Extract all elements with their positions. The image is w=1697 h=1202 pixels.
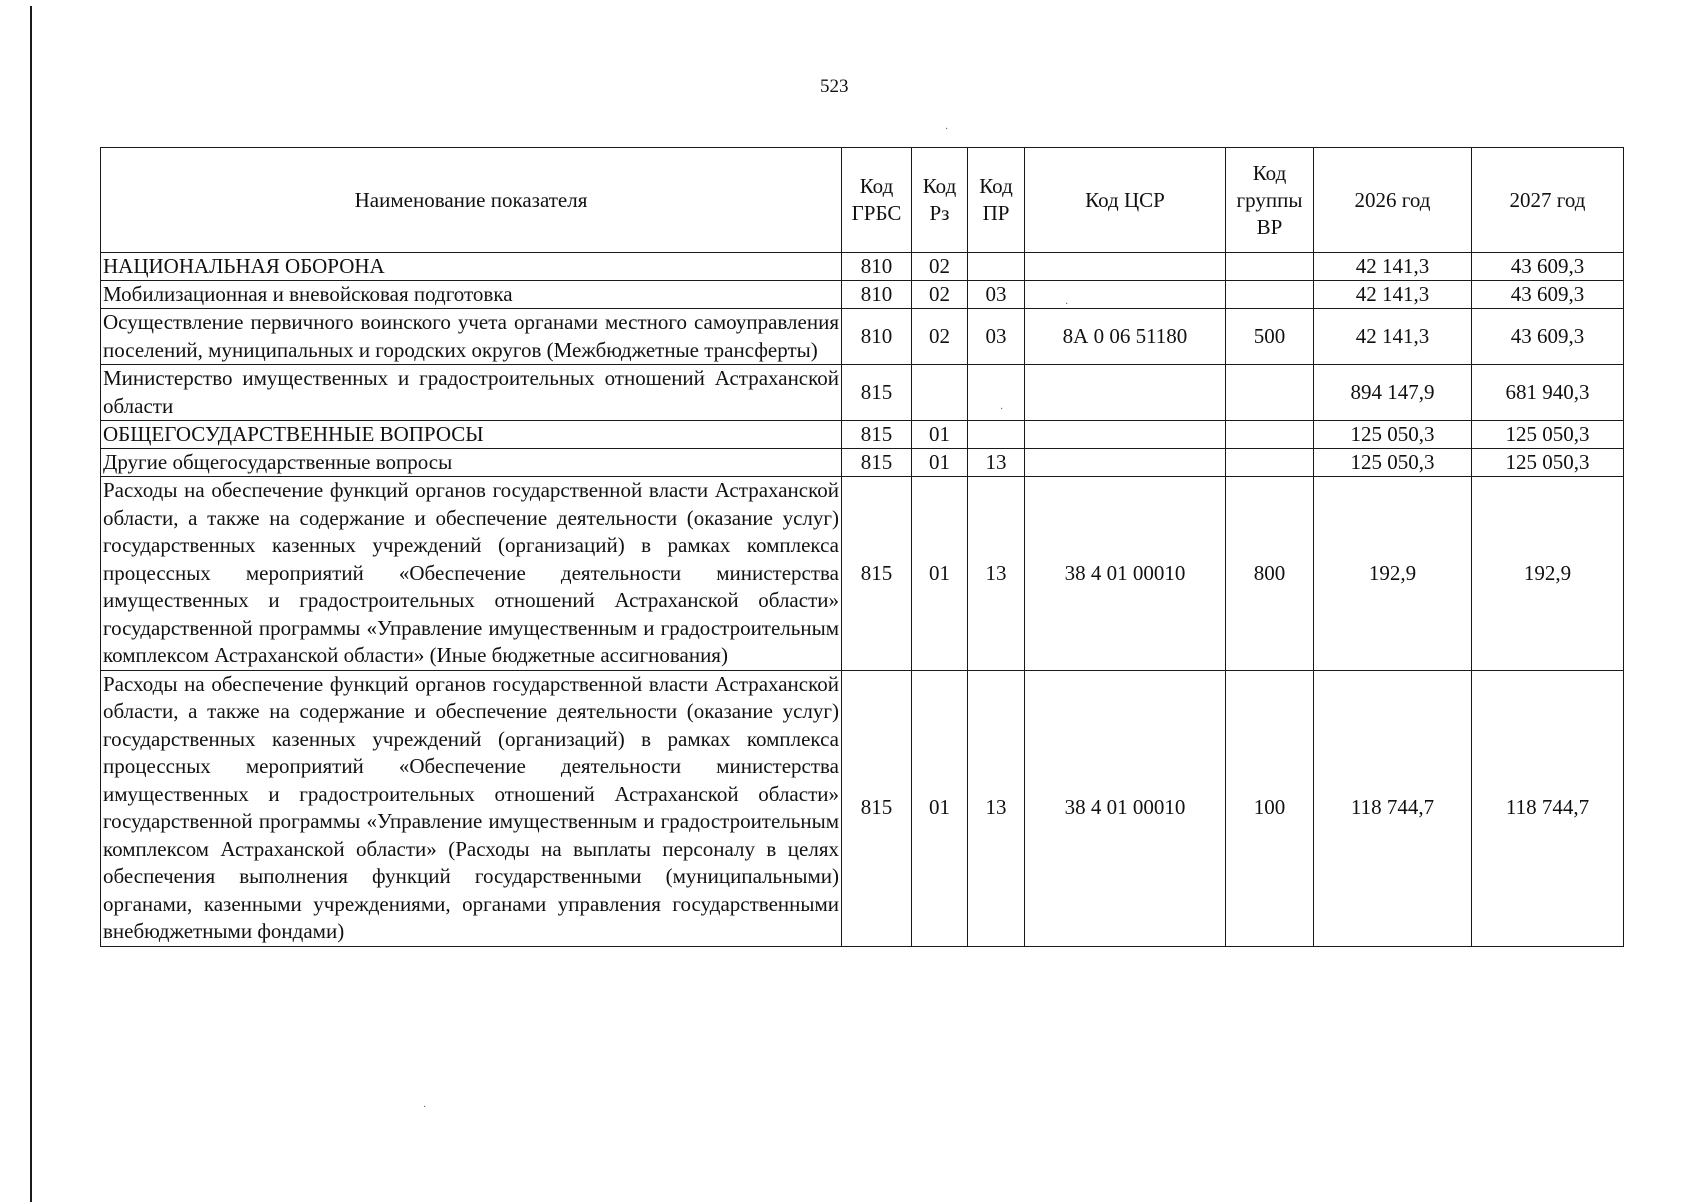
row-csr: 8А 0 06 51180	[1025, 309, 1226, 365]
row-pr: 03	[968, 281, 1025, 309]
row-pr	[968, 253, 1025, 281]
row-grbs: 815	[842, 449, 912, 477]
row-rz: 02	[912, 309, 968, 365]
row-2027: 125 050,3	[1472, 421, 1624, 449]
row-csr	[1025, 421, 1226, 449]
row-vr	[1226, 449, 1314, 477]
table-row	[101, 477, 1624, 671]
row-vr: 500	[1226, 309, 1314, 365]
header-vr: Код группы ВР	[1226, 148, 1314, 253]
row-grbs: 810	[842, 253, 912, 281]
row-2026: 42 141,3	[1314, 309, 1472, 365]
page-number: 523	[820, 76, 849, 97]
row-rz: 02	[912, 253, 968, 281]
header-grbs: Код ГРБС	[842, 148, 912, 253]
table-row	[101, 281, 1624, 309]
row-vr: 800	[1226, 477, 1314, 671]
row-csr: 38 4 01 00010	[1025, 670, 1226, 946]
header-2026: 2026 год	[1314, 148, 1472, 253]
row-2027: 681 940,3	[1472, 365, 1624, 421]
row-pr: 03	[968, 309, 1025, 365]
row-2026: 125 050,3	[1314, 449, 1472, 477]
header-name: Наименование показателя	[101, 148, 842, 253]
row-grbs: 810	[842, 309, 912, 365]
table-row	[101, 253, 1624, 281]
row-grbs: 815	[842, 421, 912, 449]
row-vr	[1226, 281, 1314, 309]
table-row	[101, 670, 1624, 946]
row-grbs: 810	[842, 281, 912, 309]
row-csr	[1025, 253, 1226, 281]
row-pr	[968, 421, 1025, 449]
row-pr	[968, 365, 1025, 421]
row-pr: 13	[968, 477, 1025, 671]
row-name: НАЦИОНАЛЬНАЯ ОБОРОНА	[101, 253, 842, 281]
row-rz: 01	[912, 670, 968, 946]
row-grbs: 815	[842, 477, 912, 671]
row-name: Осуществление первичного воинского учета органами местного самоуправления поселений, муниципальных и городских округов (Межбюджетные трансферты)	[101, 309, 842, 365]
row-name: Другие общегосударственные вопросы	[101, 449, 842, 477]
row-rz: 02	[912, 281, 968, 309]
row-2027: 43 609,3	[1472, 253, 1624, 281]
row-2027: 43 609,3	[1472, 281, 1624, 309]
left-margin-line	[30, 6, 32, 1202]
row-csr	[1025, 365, 1226, 421]
row-2026: 42 141,3	[1314, 281, 1472, 309]
row-vr	[1226, 253, 1314, 281]
scan-speck: ·	[945, 124, 949, 135]
row-2026: 894 147,9	[1314, 365, 1472, 421]
row-csr: 38 4 01 00010	[1025, 477, 1226, 671]
row-name: Расходы на обеспечение функций органов государственной власти Астраханской области, а также на содержание и обеспечение деятельности (оказание услуг) государственных казенных учреждений (организаций) в рамках комплекса процессных мероприятий «Обеспечение деятельности министерства имущественных и градостроительных отношений Астраханской области» государственной программы «Управление имущественным и градостроительным комплексом Астраханской области» (Иные бюджетные ассигнования)	[101, 477, 842, 671]
row-pr: 13	[968, 670, 1025, 946]
row-2027: 192,9	[1472, 477, 1624, 671]
row-2026: 125 050,3	[1314, 421, 1472, 449]
row-name: Министерство имущественных и градостроительных отношений Астраханской области	[101, 365, 842, 421]
row-2027: 43 609,3	[1472, 309, 1624, 365]
row-2026: 42 141,3	[1314, 253, 1472, 281]
row-grbs: 815	[842, 670, 912, 946]
row-csr	[1025, 281, 1226, 309]
row-vr	[1226, 365, 1314, 421]
row-2027: 118 744,7	[1472, 670, 1624, 946]
row-2027: 125 050,3	[1472, 449, 1624, 477]
header-row	[101, 148, 1624, 253]
scan-speck: ·	[423, 1102, 427, 1113]
row-pr: 13	[968, 449, 1025, 477]
row-name: Мобилизационная и вневойсковая подготовка	[101, 281, 842, 309]
row-rz	[912, 365, 968, 421]
scan-speck: ·	[1065, 299, 1069, 310]
row-2026: 118 744,7	[1314, 670, 1472, 946]
row-rz: 01	[912, 421, 968, 449]
row-2026: 192,9	[1314, 477, 1472, 671]
table-row	[101, 421, 1624, 449]
row-vr	[1226, 421, 1314, 449]
row-name: Расходы на обеспечение функций органов государственной власти Астраханской области, а также на содержание и обеспечение деятельности (оказание услуг) государственных казенных учреждений (организаций) в рамках комплекса процессных мероприятий «Обеспечение деятельности министерства имущественных и градостроительных отношений Астраханской области» государственной программы «Управление имущественным и градостроительным комплексом Астраханской области» (Расходы на выплаты персоналу в целях обеспечения выполнения функций государственными (муниципальными) органами, казенными учреждениями, органами управления государственными внебюджетными фондами)	[101, 670, 842, 946]
scan-speck: ·	[1000, 404, 1004, 415]
table-row	[101, 365, 1624, 421]
row-vr: 100	[1226, 670, 1314, 946]
header-2027: 2027 год	[1472, 148, 1624, 253]
budget-table	[100, 147, 1624, 947]
header-pr: Код ПР	[968, 148, 1025, 253]
table-row	[101, 449, 1624, 477]
row-rz: 01	[912, 477, 968, 671]
header-rz: Код Рз	[912, 148, 968, 253]
row-grbs: 815	[842, 365, 912, 421]
row-csr	[1025, 449, 1226, 477]
row-rz: 01	[912, 449, 968, 477]
table-row	[101, 309, 1624, 365]
header-csr: Код ЦСР	[1025, 148, 1226, 253]
row-name: ОБЩЕГОСУДАРСТВЕННЫЕ ВОПРОСЫ	[101, 421, 842, 449]
